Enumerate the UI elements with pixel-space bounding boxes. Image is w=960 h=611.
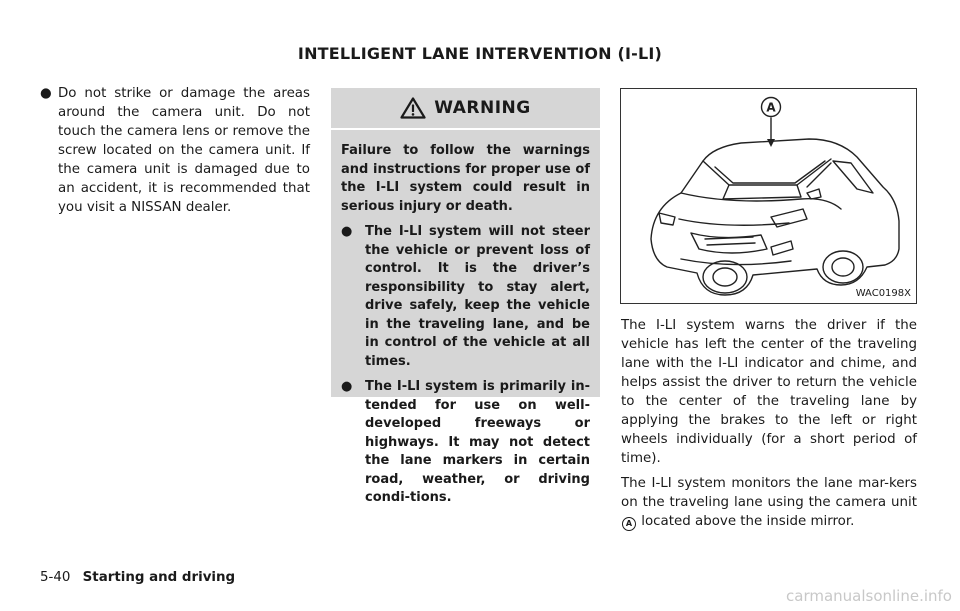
paragraph-2 <box>621 474 917 531</box>
bullet-icon: ● <box>341 224 353 239</box>
warning-header <box>331 88 600 130</box>
callout-a-icon: A <box>622 517 636 531</box>
page-footer <box>40 570 235 585</box>
warning-intro: Failure to follow the warnings and instructions for proper use of the I-LI system could result in serious injury or death. <box>341 143 590 214</box>
warning-bullet-text: The I-LI system will not steer the vehicle or prevent loss of control. It is the driver’s responsibility to stay alert, drive safely, keep the vehicle in the traveling lane, and be in control of the vehicle at all times. <box>365 224 590 369</box>
watermark: carmanualsonline.info <box>786 587 952 605</box>
bullet-icon: ● <box>40 86 52 101</box>
warning-bullet-text: The I-LI system is primarily in-tended for use on well-developed freeways or highways. It may not detect the lane markers in certain road, weather, or driving condi-tions. <box>365 379 590 505</box>
section-title: INTELLIGENT LANE INTERVENTION (I-LI) <box>297 44 663 63</box>
warning-list-item <box>341 378 590 508</box>
paragraph-2-end: located above the inside mirror. <box>641 514 855 529</box>
vehicle-figure <box>620 88 917 304</box>
bullet-icon: ● <box>341 379 353 394</box>
left-column <box>40 84 310 217</box>
figure-code: WAC0198X <box>855 288 911 299</box>
right-column <box>621 316 917 537</box>
warning-list-item <box>341 223 590 371</box>
paragraph-1: The I-LI system warns the driver if the vehicle has left the center of the traveling lane with the I-LI indicator and chime, and helps assist the driver to return the vehicle to the center of the traveling lane by applying the brakes to the left or right wheels individually (for a short period of time). <box>621 318 917 466</box>
paragraph-2-start: The I-LI system monitors the lane mar-kers on the traveling lane using the camera unit <box>621 476 917 510</box>
list-item <box>40 84 310 217</box>
chapter-title: Starting and driving <box>82 570 236 585</box>
warning-box <box>331 88 600 505</box>
car-illustration <box>621 89 916 303</box>
warning-triangle-icon <box>400 97 426 119</box>
warning-title: WARNING <box>434 98 531 118</box>
warning-body <box>331 130 600 508</box>
bullet-text: Do not strike or damage the areas around the camera unit. Do not touch the camera lens or remove the screw located on the camera unit. If the camera unit is damaged due to an accident, it is recommended that you visit a NISSAN dealer. <box>58 86 310 215</box>
page-number: 5-40 <box>40 570 71 585</box>
callout-label: A <box>766 100 776 115</box>
